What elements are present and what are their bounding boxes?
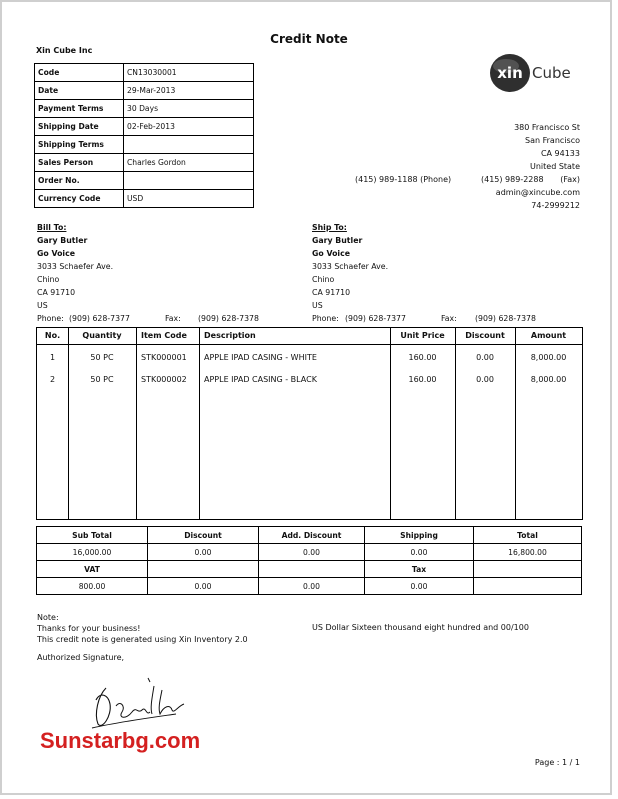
address-city: San Francisco: [525, 136, 580, 145]
company-code: 74-2999212: [531, 201, 580, 210]
info-table: [34, 63, 254, 208]
subtotal-value: 16,000.00: [37, 544, 148, 561]
column-header-discount: Discount: [465, 331, 505, 340]
info-value: [124, 172, 254, 190]
info-label: Code: [35, 64, 124, 82]
empty-cell: [148, 561, 259, 578]
info-value: USD: [124, 190, 254, 208]
bill-to-phone-label: Phone:: [37, 314, 64, 323]
company-email: admin@xincube.com: [495, 188, 580, 197]
add-discount-value: 0.00: [259, 544, 365, 561]
note-line-1: Thanks for your business!: [37, 624, 141, 633]
ship-to-company: Go Voice: [312, 249, 351, 258]
logo-text-xin: xin: [497, 64, 523, 82]
info-label: Payment Terms: [35, 100, 124, 118]
address-country: United State: [529, 162, 580, 171]
items-table: [36, 327, 583, 520]
totals-header-discount: Discount: [148, 527, 259, 544]
row4-add-discount-value: 0.00: [259, 578, 365, 595]
empty-cell: [474, 561, 582, 578]
item-no: 1: [49, 353, 56, 362]
info-row-currency-code: [35, 190, 254, 208]
bill-to-block: [37, 221, 113, 312]
bill-to-name: Gary Butler: [37, 236, 88, 245]
company-fax-label: (Fax): [560, 175, 580, 184]
ship-to-block: [312, 221, 388, 312]
ship-to-fax: (909) 628-7378: [475, 314, 536, 323]
totals-header-add-discount: Add. Discount: [259, 527, 365, 544]
info-label: Sales Person: [35, 154, 124, 172]
logo-text-cube: Cube: [532, 64, 571, 82]
bill-to-phone: (909) 628-7377: [69, 314, 130, 323]
row4-discount-value: 0.00: [148, 578, 259, 595]
amount-in-words: US Dollar Sixteen thousand eight hundred and 00/100: [312, 623, 529, 632]
ship-to-heading: Ship To:: [312, 223, 347, 232]
tax-label: Tax: [365, 561, 474, 578]
ship-to-country: US: [312, 301, 323, 310]
column-divider: [136, 328, 137, 519]
info-row-code: [35, 64, 254, 82]
document-title: Credit Note: [270, 32, 348, 46]
info-value: [124, 136, 254, 154]
bill-to-city: Chino: [37, 275, 60, 284]
item-unit-price: 160.00: [408, 375, 437, 384]
totals-header-shipping: Shipping: [365, 527, 474, 544]
ship-to-name: Gary Butler: [312, 236, 363, 245]
info-label: Currency Code: [35, 190, 124, 208]
item-description: APPLE IPAD CASING - WHITE: [204, 353, 317, 362]
bill-to-street: 3033 Schaefer Ave.: [37, 262, 114, 271]
empty-cell: [474, 578, 582, 595]
info-label: Order No.: [35, 172, 124, 190]
bill-to-company: Go Voice: [37, 249, 76, 258]
company-name: Xin Cube Inc: [36, 46, 93, 55]
discount-value: 0.00: [148, 544, 259, 561]
header-divider: [37, 344, 582, 345]
shipping-value: 0.00: [365, 544, 474, 561]
column-divider: [199, 328, 200, 519]
ship-to-fax-label: Fax:: [441, 314, 457, 323]
info-value: CN13030001: [124, 64, 254, 82]
company-fax-number: (415) 989-2288: [481, 175, 544, 184]
bill-to-heading: Bill To:: [37, 223, 67, 232]
info-row-date: [35, 82, 254, 100]
column-header-description: Description: [204, 331, 256, 340]
item-discount: 0.00: [476, 375, 494, 384]
item-description: APPLE IPAD CASING - BLACK: [204, 375, 317, 384]
notes-block: [37, 612, 248, 645]
column-header-item-code: Item Code: [141, 331, 187, 340]
ship-to-phone-label: Phone:: [312, 314, 339, 323]
column-header-unit-price: Unit Price: [400, 331, 445, 340]
authorized-signature-label: Authorized Signature,: [37, 653, 125, 662]
totals-table: [36, 526, 582, 595]
bill-to-country: US: [37, 301, 48, 310]
item-qty: 50 PC: [90, 353, 114, 362]
total-value: 16,800.00: [474, 544, 582, 561]
column-header-amount: Amount: [530, 331, 567, 340]
info-value: 02-Feb-2013: [124, 118, 254, 136]
info-label: Shipping Date: [35, 118, 124, 136]
totals-header-total: Total: [474, 527, 582, 544]
item-discount: 0.00: [476, 353, 494, 362]
company-logo: [488, 52, 588, 94]
company-phone: (415) 989-1188 (Phone): [355, 175, 452, 184]
info-row-shipping-terms: [35, 136, 254, 154]
ship-to-state: CA 91710: [312, 288, 351, 297]
page-number: Page : 1 / 1: [534, 758, 580, 767]
bill-to-state: CA 91710: [37, 288, 76, 297]
empty-cell: [259, 561, 365, 578]
item-code: STK000001: [141, 353, 187, 362]
vat-value: 800.00: [37, 578, 148, 595]
info-value: 29-Mar-2013: [124, 82, 254, 100]
ship-to-street: 3033 Schaefer Ave.: [312, 262, 389, 271]
tax-value: 0.00: [365, 578, 474, 595]
bill-to-fax: (909) 628-7378: [198, 314, 259, 323]
note-line-2: This credit note is generated using Xin Inventory 2.0: [37, 635, 248, 644]
watermark-text: Sunstarbg.com: [40, 728, 201, 753]
info-label: Shipping Terms: [35, 136, 124, 154]
info-row-sales-person: [35, 154, 254, 172]
info-row-order-no: [35, 172, 254, 190]
info-row-payment-terms: [35, 100, 254, 118]
note-label: Note:: [37, 613, 59, 622]
item-no: 2: [49, 375, 56, 384]
item-code: STK000002: [141, 375, 187, 384]
item-amount: 8,000.00: [530, 353, 567, 362]
column-header-no: No.: [44, 331, 61, 340]
item-unit-price: 160.00: [408, 353, 437, 362]
vat-label: VAT: [37, 561, 148, 578]
info-value: 30 Days: [124, 100, 254, 118]
address-street: 380 Francisco St: [514, 123, 580, 132]
info-label: Date: [35, 82, 124, 100]
address-state: CA 94133: [540, 149, 580, 158]
signature-image: [88, 676, 198, 732]
totals-header-subtotal: Sub Total: [37, 527, 148, 544]
ship-to-city: Chino: [312, 275, 335, 284]
bill-to-fax-label: Fax:: [165, 314, 181, 323]
info-value: Charles Gordon: [124, 154, 254, 172]
info-row-shipping-date: [35, 118, 254, 136]
item-amount: 8,000.00: [530, 375, 567, 384]
ship-to-phone: (909) 628-7377: [345, 314, 406, 323]
item-qty: 50 PC: [90, 375, 114, 384]
column-header-quantity: Quantity: [82, 331, 122, 340]
